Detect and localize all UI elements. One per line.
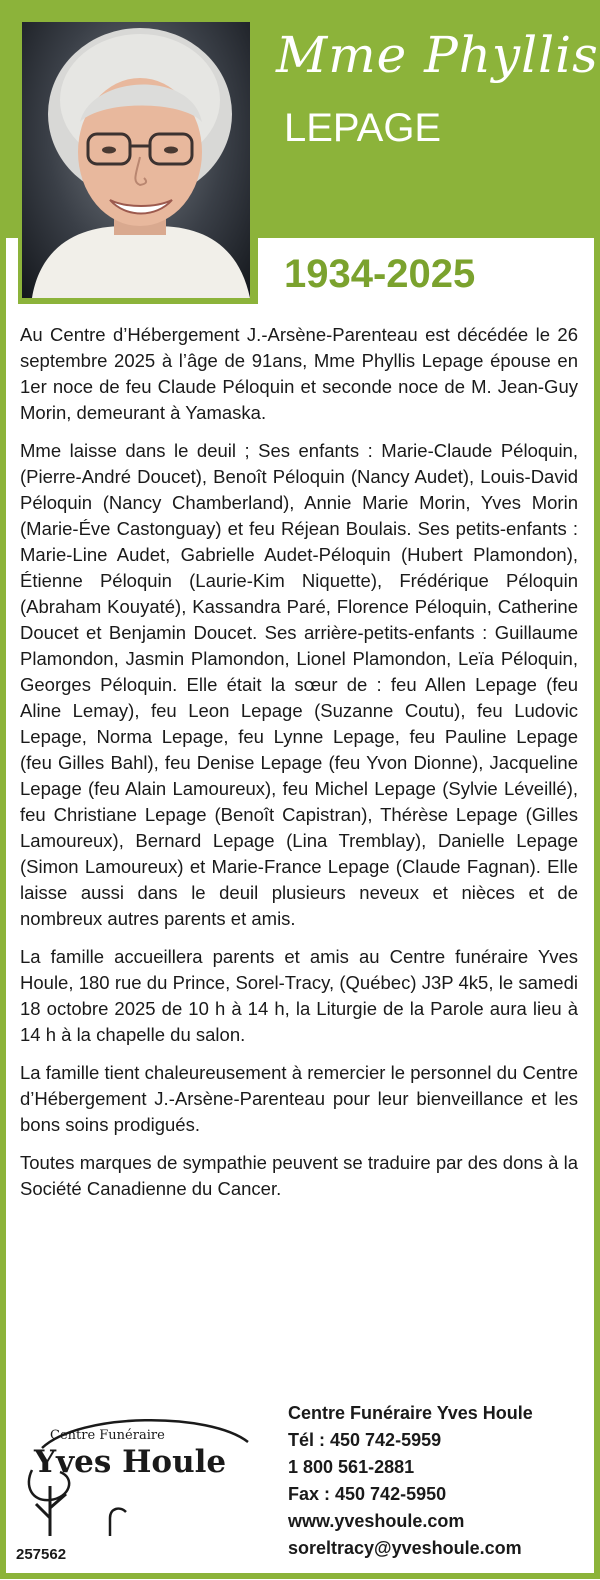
paragraph-thanks: La famille tient chaleureusement à remercier le personnel du Centre d’Hébergement J.-Arsène-Parenteau pour leur bienveillance et les bons soins prodigués. bbox=[20, 1062, 578, 1135]
contact-name: Centre Funéraire Yves Houle bbox=[288, 1403, 533, 1423]
logo-line-2: Yves Houle bbox=[34, 1444, 227, 1480]
deceased-first-name: Mme Phyllis bbox=[276, 26, 599, 84]
logo-line-1: Centre Funéraire bbox=[50, 1428, 165, 1443]
contact-block bbox=[288, 1400, 533, 1562]
paragraph-death-notice: Au Centre d’Hébergement J.-Arsène-Parenteau est décédée le 26 septembre 2025 à l’âge de 91ans, Mme Phyllis Lepage épouse en 1er noce de feu Claude Péloquin et seconde noce de M. Jean-Guy Morin, demeurant à Yamaska. bbox=[20, 324, 578, 423]
paragraph-survivors: Mme laisse dans le deuil ; Ses enfants : Marie-Claude Péloquin, (Pierre-André Doucet), Benoît Péloquin (Nancy Audet), Louis-David Péloquin (Nancy Chamberland), Annie Marie Morin, Yves Morin (Marie-Éve Castonguay) et feu Réjean Boulais. Ses petits-enfants : Marie-Line Audet, Gabrielle Audet-Péloquin (Hubert Plamondon), Étienne Péloquin (Laurie-Kim Niquette), Frédérique Péloquin (Abraham Kouyaté), Kassandra Paré, Florence Péloquin, Catherine Doucet et Benjamin Doucet. Ses arrière-petits-enfants : Guillaume Plamondon, Jasmin Plamondon, Lionel Plamondon, Leïa Péloquin, Georges Péloquin. Elle était la sœur de : feu Allen Lepage (feu Aline Lemay), feu Leon Lepage (Suzanne Coutu), feu Ludovic Lepage, Norma Lepage, feu Lynne Lepage, feu Pauline Lepage (feu Gilles Bahl), feu Denise Lepage (feu Yvon Dionne), Jacqueline Lepage (feu Alain Lamoureux), feu Michel Lepage (Sylvie Léveillé), feu Christiane Lepage (Benoît Capistran), Thérèse Lepage (Gilles Lamoureux), Bernard Lepage (Lina Tremblay), Danielle Lepage (Simon Lamoureux) et Marie-France Lepage (Claude Fagnan). Elle laisse aussi dans le deuil plusieurs neveux et nièces et de nombreux autres parents et amis. bbox=[20, 440, 578, 929]
contact-fax: Fax : 450 742-5950 bbox=[288, 1484, 447, 1504]
portrait-frame bbox=[18, 18, 258, 304]
contact-phone[interactable]: Tél : 450 742-5959 bbox=[288, 1430, 442, 1450]
portrait-photo bbox=[22, 22, 250, 298]
paragraph-visitation: La famille accueillera parents et amis au Centre funéraire Yves Houle, 180 rue du Prince, Sorel-Tracy, (Québec) J3P 4k5, le samedi 18 octobre 2025 de 10 h à 14 h, la Liturgie de la Parole aura lieu à 14 h à la chapelle du salon. bbox=[20, 946, 578, 1045]
reference-code: 257562 bbox=[16, 1546, 67, 1563]
contact-email-link[interactable]: soreltracy@yveshoule.com bbox=[288, 1538, 522, 1558]
deceased-last-name: LEPAGE bbox=[284, 106, 442, 150]
life-years: 1934-2025 bbox=[284, 252, 476, 296]
portrait-illustration bbox=[22, 22, 250, 298]
contact-website-link[interactable]: www.yveshoule.com bbox=[288, 1511, 465, 1531]
paragraph-donations: Toutes marques de sympathie peuvent se traduire par des dons à la Société Canadienne du Cancer. bbox=[20, 1152, 578, 1199]
footer bbox=[6, 1400, 594, 1580]
obituary-body bbox=[20, 322, 578, 1214]
contact-tollfree[interactable]: 1 800 561-2881 bbox=[288, 1457, 415, 1477]
